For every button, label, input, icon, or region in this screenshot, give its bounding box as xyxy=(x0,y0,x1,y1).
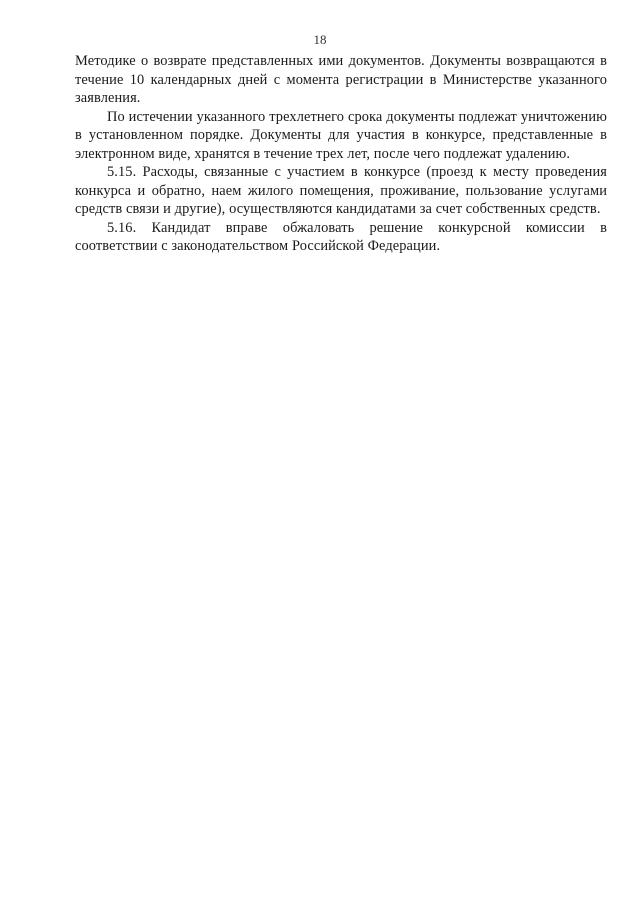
paragraph-destruction: По истечении указанного трехлетнего срока документы подлежат уничтожению в установленном порядке. Документы для участия в конкурсе, представленные в электронном виде, хранятся в течение трех лет, после чего подлежат удалению. xyxy=(75,108,607,162)
document-body xyxy=(75,52,607,256)
paragraph-continuation: Методике о возврате представленных ими документов. Документы возвращаются в течение 10 календарных дней с момента регистрации в Министерстве указанного заявления. xyxy=(75,53,607,106)
paragraph-5-16: 5.16. Кандидат вправе обжаловать решение конкурсной комиссии в соответствии с законодательством Российской Федерации. xyxy=(75,219,607,254)
paragraph-5-15: 5.15. Расходы, связанные с участием в конкурсе (проезд к месту проведения конкурса и обратно, наем жилого помещения, проживание, пользование услугами средств связи и другие), осуществляются кандидатами за счет собственных средств. xyxy=(75,164,607,217)
page-number: 18 xyxy=(313,32,327,47)
